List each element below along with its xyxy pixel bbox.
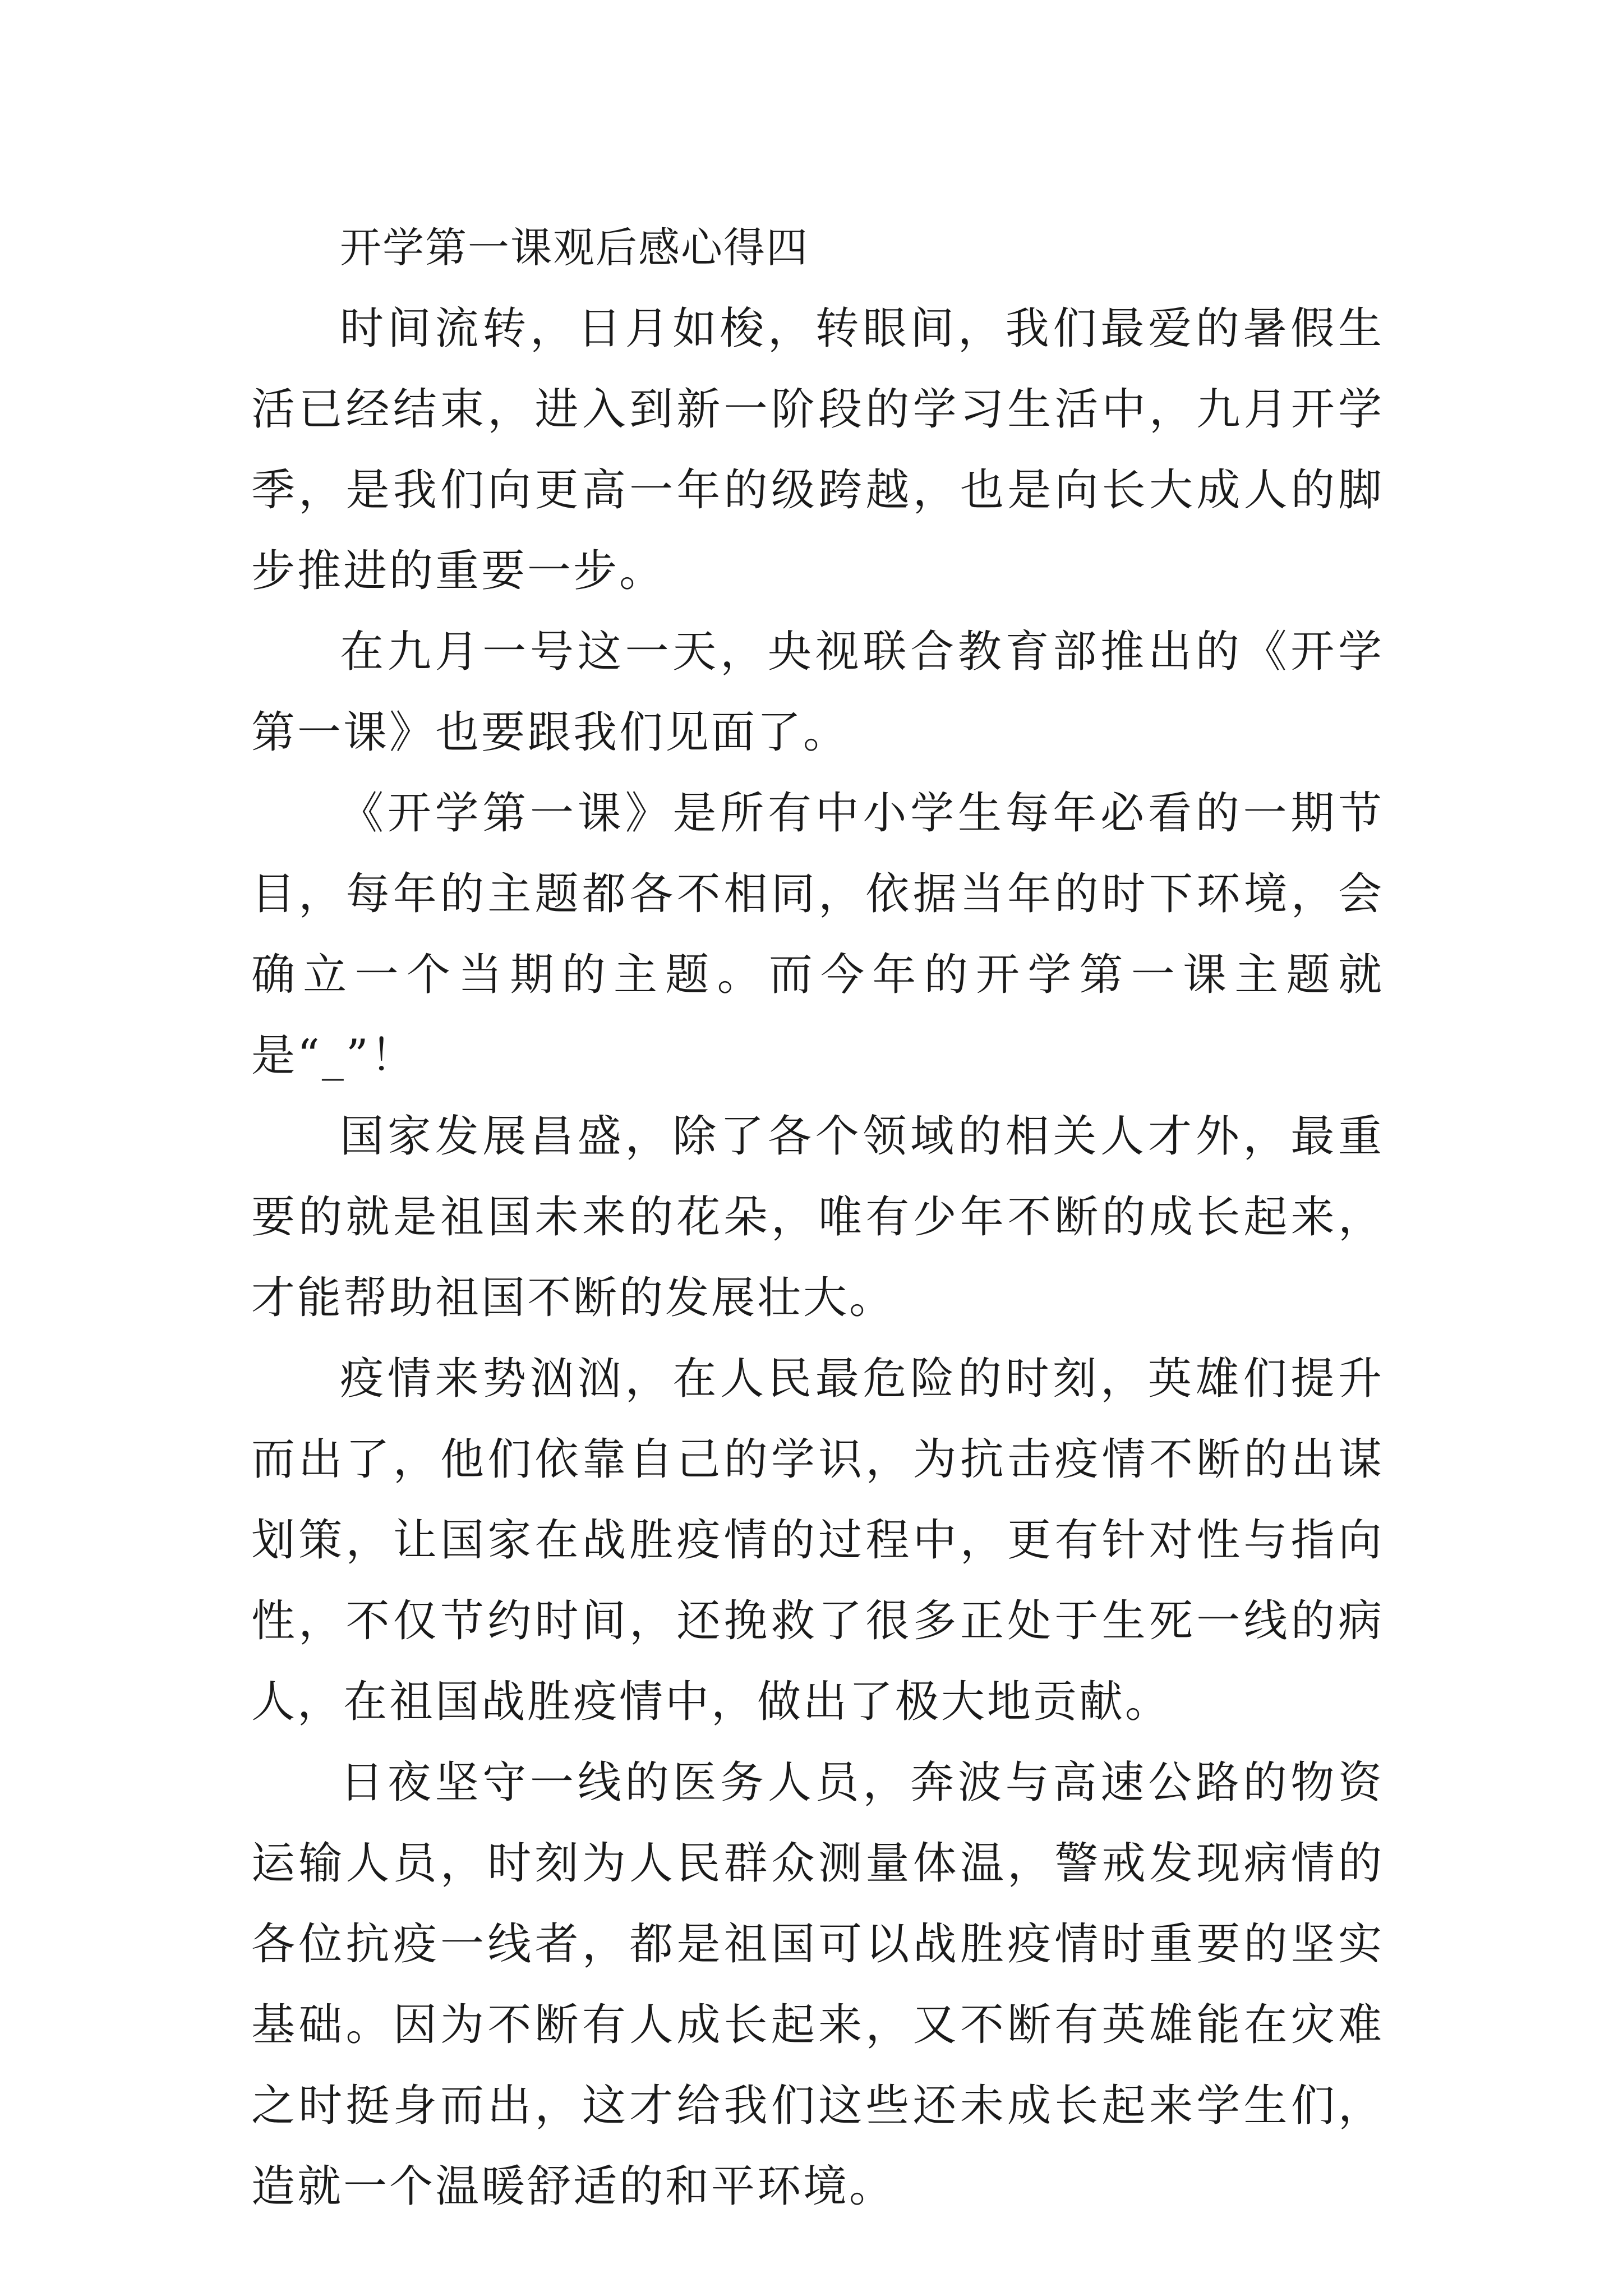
paragraph-5: 疫情来势汹汹，在人民最危险的时刻，英雄们提升而出了，他们依靠自己的学识，为抗击疫情不断的出谋划策，让国家在战胜疫情的过程中，更有针对性与指向性，不仅节约时间，还挽救了很多正处于生死一线的病人，在祖国战胜疫情中，做出了极大地贡献。: [251, 1354, 1384, 1727]
document-body: [251, 208, 1384, 2227]
paragraph-1: 时间流转，日月如梭，转眼间，我们最爱的暑假生活已经结束，进入到新一阶段的学习生活中，九月开学季，是我们向更高一年的级跨越，也是向长大成人的脚步推进的重要一步。: [251, 303, 1384, 596]
paragraph-3: 《开学第一课》是所有中小学生每年必看的一期节目，每年的主题都各不相同，依据当年的时下环境，会确立一个当期的主题。而今年的开学第一课主题就是“_”！: [251, 788, 1384, 1081]
paragraph-2: 在九月一号这一天，央视联合教育部推出的《开学第一课》也要跟我们见面了。: [251, 627, 1384, 758]
document-title: 开学第一课观后感心得四: [340, 224, 809, 272]
paragraph-4: 国家发展昌盛，除了各个领域的相关人才外，最重要的就是祖国未来的花朵，唯有少年不断的成长起来，才能帮助祖国不断的发展壮大。: [251, 1111, 1384, 1323]
paragraph-6: 日夜坚守一线的医务人员，奔波与高速公路的物资运输人员，时刻为人民群众测量体温，警戒发现病情的各位抗疫一线者，都是祖国可以战胜疫情时重要的坚实基础。因为不断有人成长起来，又不断有英雄能在灾难之时挺身而出，这才给我们这些还未成长起来学生们，造就一个温暖舒适的和平环境。: [251, 1757, 1384, 2212]
